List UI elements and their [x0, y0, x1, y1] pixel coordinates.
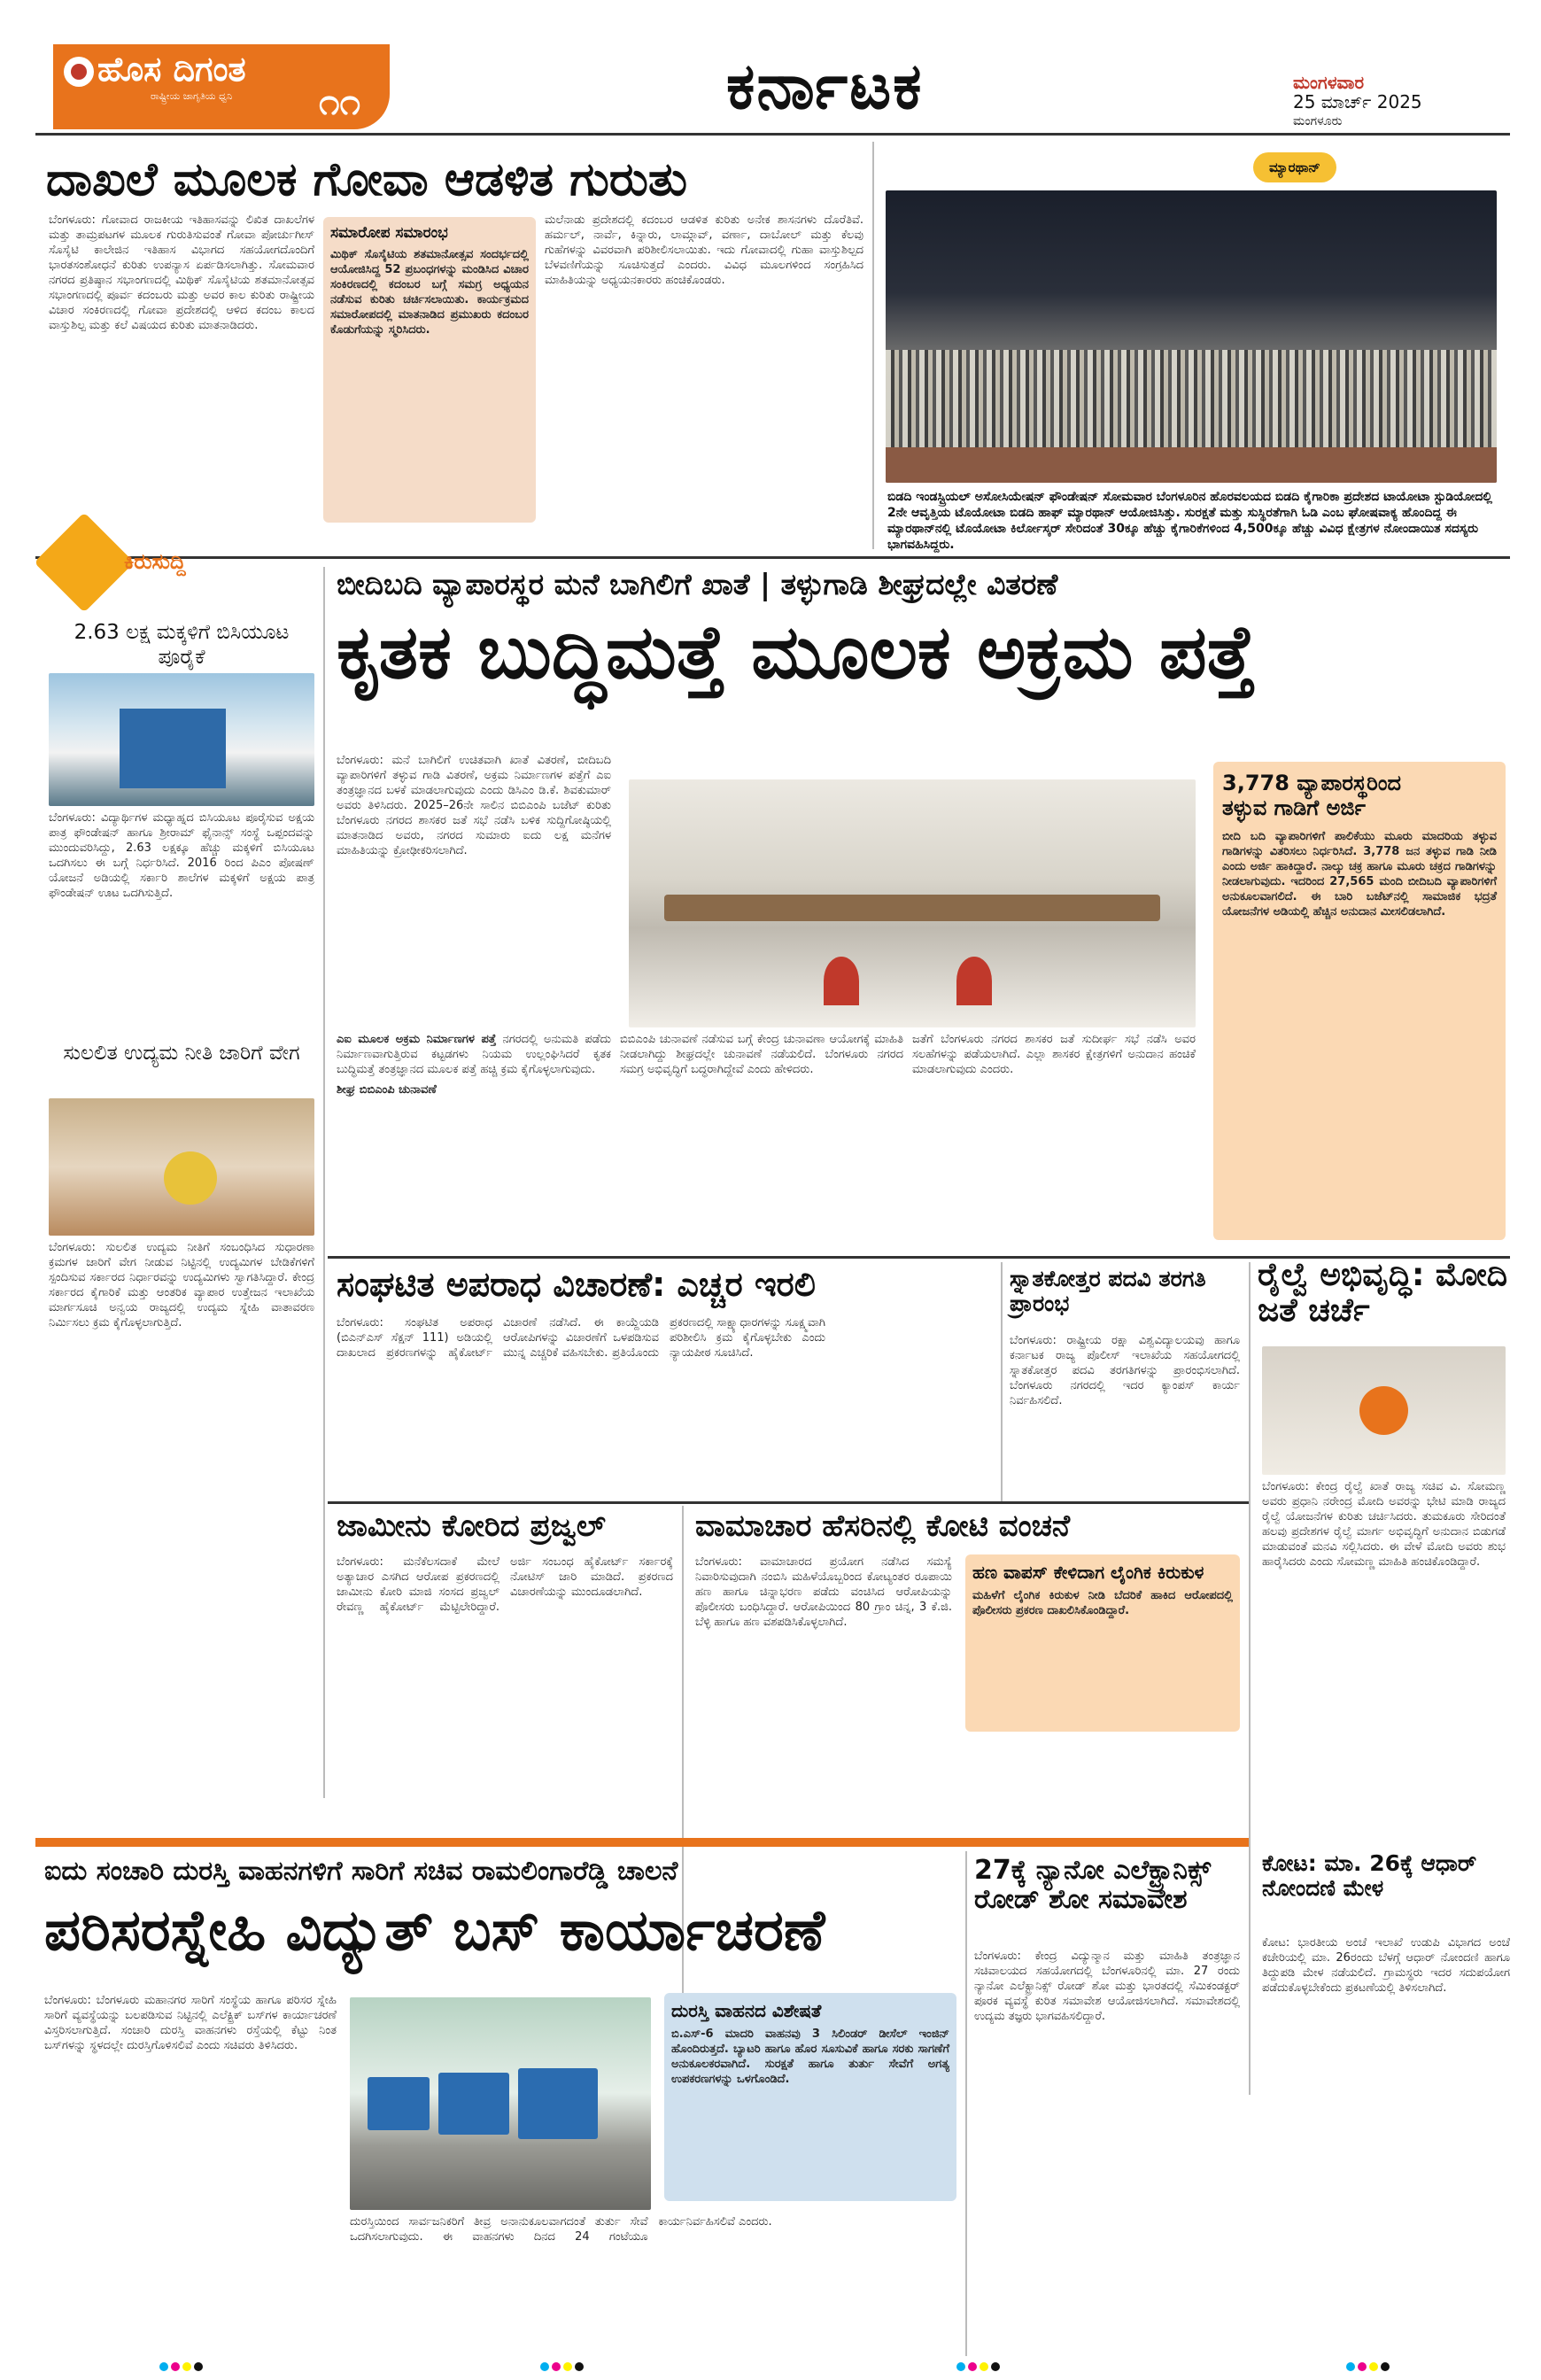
story1-text: ಬೆಂಗಳೂರು: ಗೋವಾದ ರಾಜಕೀಯ ಇತಿಹಾಸವನ್ನು ಲಿಖಿತ ದಾಖಲೆಗಳ ಮತ್ತು ತಾಮ್ರಪಟಗಳ ಮೂಲಕ ಗುರುತಿಸುವಂತೆ ಗೋವಾ ಪೋರ್ಚುಗೀಸ್ ಸೊಸೈಟಿ ಕಾಲೇಜಿನ ಇತಿಹಾಸ ವಿಭಾಗದ ಸಹಯೋಗದೊಂದಿಗೆ ಭಾರತಸಂಶೋಧನೆ ಕುರಿತು ಉಪನ್ಯಾಸ ಏರ್ಪಡಿಸಲಾಗಿತ್ತು. ಸೋಮವಾರ ನಗರದ ಪ್ರತಿಷ್ಠಾನ ಸಭಾಂಗಣದಲ್ಲಿ ಮಿಥಿಕ್ ಸೊಸೈಟಿಯ ಶತಮಾನೋತ್ಸವ ಸಭಾಂಗಣದಲ್ಲಿ ಪೂರ್ವ ಕದಂಬರು ಮತ್ತು ಅವರ ಕಾಲ ಕುರಿತು ರಾಷ್ಟ್ರೀಯ ವಿಚಾರ ಸಂಕಿರಣದಲ್ಲಿ ಗೋವಾ ಪ್ರದೇಶದಲ್ಲಿ ಆಳಿದ ಕದಂಬ ಕಾಲದ ವಾಸ್ತುಶಿಲ್ಪ ಮತ್ತು ಕಲೆ ವಿಷಯದ ಕುರಿತು ಮಾತನಾಡಿದರು.: [49, 213, 314, 332]
vehicle: [368, 2077, 430, 2130]
lead-photo: [629, 779, 1196, 1027]
marathon-track: [886, 447, 1497, 483]
aadhaar-text: ಕೋಟ: ಭಾರತೀಯ ಅಂಚೆ ಇಲಾಖೆ ಉಡುಪಿ ವಿಭಾಗದ ಅಂಚೆ ಕಚೇರಿಯಲ್ಲಿ ಮಾ. 26ರಂದು ಬೆಳಗ್ಗೆ ಆಧಾರ್ ನೋಂದಣಿ ಹಾಗೂ ತಿದ್ದುಪಡಿ ಮೇಳ ನಡೆಯಲಿದೆ. ಗ್ರಾಮಸ್ಥರು ಇದರ ಸದುಪಯೋಗ ಪಡೆದುಕೊಳ್ಳಬೇಕೆಂದು ಪ್ರಕಟಣೆಯಲ್ಲಿ ತಿಳಿಸಲಾಗಿದೆ.: [1262, 1936, 1510, 1995]
lead-subhead-text: ನಗರದಲ್ಲಿ ಅನುಮತಿ ಪಡೆದು ನಿರ್ಮಾಣವಾಗುತ್ತಿರುವ ಕಟ್ಟಡಗಳು ನಿಯಮ ಉಲ್ಲಂಘಿಸಿದರೆ ಕೃತಕ ಬುದ್ಧಿಮತ್ತೆ ತಂತ್ರಜ್ಞಾನದ ಮೂಲಕ ಪತ್ತೆ ಹಚ್ಚಿ ಕ್ರಮ ಕೈಗೊಳ್ಳಲಾಗುವುದು.: [337, 1033, 611, 1076]
aadhaar-headline: ಕೋಟ: ಮಾ. 26ಕ್ಕೆ ಆಧಾರ್ ನೋಂದಣಿ ಮೇಳ: [1262, 1850, 1477, 1901]
vehicle: [438, 2073, 509, 2135]
bus-box-text: ಬಿ.ಎಸ್-6 ಮಾದರಿ ವಾಹನವು 3 ಸಿಲಿಂಡರ್ ಡೀಸೆಲ್ ಇಂಜಿನ್ ಹೊಂದಿರುತ್ತದೆ. ಬ್ಯಾಟರಿ ಹಾಗೂ ಹೊರ ಸೂಸುವಿಕೆ ಹಾಗೂ ಸರಕು ಸಾಗಣೆಗೆ ಅನುಕೂಲಕರವಾಗಿದೆ. ಸುರಕ್ಷತೆ ಹಾಗೂ ತುರ್ತು ಸೇವೆಗೆ ಅಗತ್ಯ ಉಪಕರಣಗಳನ್ನು ಒಳಗೊಂಡಿದೆ.: [671, 2027, 949, 2086]
dateline-day: ಮಂಗಳವಾರ: [1293, 72, 1365, 93]
fraud-box-title: ಹಣ ವಾಪಸ್ ಕೇಳಿದಾಗ ಲೈಂಗಿಕ ಕಿರುಕುಳ: [972, 1562, 1204, 1583]
bus-photo: [350, 1997, 651, 2210]
story1-headline: ದಾಖಲೆ ಮೂಲಕ ಗೋವಾ ಆಡಳಿತ ಗುರುತು: [46, 153, 687, 206]
print-registration-marks: [540, 2362, 584, 2371]
lead-text3: ಜತೆಗೆ ಬೆಂಗಳೂರು ನಗರದ ಶಾಸಕರ ಜತೆ ಸುದೀರ್ಘ ಸಭೆ ನಡೆಸಿ ಅವರ ಸಲಹೆಗಳನ್ನು ಪಡೆಯಲಾಗಿದೆ. ಎಲ್ಲಾ ಶಾಸಕರ ಕ್ಷೇತ್ರಗಳಿಗೆ ಅನುದಾನ ಹಂಚಿಕೆ ಮಾಡಲಾಗುವುದು ಎಂದರು.: [912, 1033, 1196, 1076]
rail-text: ಬೆಂಗಳೂರು: ಕೇಂದ್ರ ರೈಲ್ವೆ ಖಾತೆ ರಾಜ್ಯ ಸಚಿವ ವಿ. ಸೋಮಣ್ಣ ಅವರು ಪ್ರಧಾನಿ ನರೇಂದ್ರ ಮೋದಿ ಅವರನ್ನು ಭೇಟಿ ಮಾಡಿ ರಾಜ್ಯದ ರೈಲ್ವೆ ಯೋಜನೆಗಳ ಕುರಿತು ಚರ್ಚಿಸಿದರು. ತುಮಕೂರು ಸೇರಿದಂತೆ ಹಲವು ಪ್ರದೇಶಗಳ ರೈಲ್ವೆ ಮಾರ್ಗ ಅಭಿವೃದ್ಧಿಗೆ ಅನುದಾನ ಬಿಡುಗಡೆ ಮಾಡುವಂತೆ ಮನವಿ ಸಲ್ಲಿಸಿದರು. ಈ ವೇಳೆ ಮೋದಿ ಅವರು ಶುಭ ಹಾರೈಸಿದರು ಎಂದು ಸೋಮಣ್ಣ ಮಾಹಿತಿ ಹಂಚಿಕೊಂಡಿದ್ದಾರೆ.: [1262, 1480, 1506, 1569]
food-truck: [120, 709, 226, 788]
bus-box: [664, 1993, 956, 2201]
kiru-b2-title: ಸುಲಲಿತ ಉದ್ಯಮ ನೀತಿ ಜಾರಿಗೆ ವೇಗ: [63, 1042, 300, 1065]
logo-text: ಹೊಸ ದಿಗಂತ: [97, 50, 246, 89]
row-rule: [328, 1501, 1249, 1504]
kiru-b1-photo: [49, 673, 314, 806]
marathon-runners: [886, 350, 1497, 447]
flower-pot: [956, 957, 992, 1005]
meeting-table: [664, 895, 1160, 921]
fraud-box: [965, 1554, 1240, 1732]
story1-box-text: ಮಿಥಿಕ್ ಸೊಸೈಟಿಯ ಶತಮಾನೋತ್ಸವ ಸಂದರ್ಭದಲ್ಲಿ ಆಯೋಜಿಸಿದ್ದ 52 ಪ್ರಬಂಧಗಳನ್ನು ಮಂಡಿಸಿದ ವಿಚಾರ ಸಂಕಿರಣದಲ್ಲಿ ಕದಂಬರ ಬಗ್ಗೆ ಸಮಗ್ರ ಅಧ್ಯಯನ ನಡೆಸುವ ಕುರಿತು ಚರ್ಚಿಸಲಾಯಿತು. ಕಾರ್ಯಕ್ರಮದ ಸಮಾರೋಪದಲ್ಲಿ ಮಾತನಾಡಿದ ಪ್ರಮುಖರು ಕದಂಬರ ಕೊಡುಗೆಯನ್ನು ಸ್ಮರಿಸಿದರು.: [330, 248, 529, 337]
vehicle: [518, 2068, 598, 2139]
nano-headline: 27ಕ್ಕೆ ನ್ಯಾನೋ ಎಲೆಕ್ಟ್ರಾನಿಕ್ಸ್ ರೋಡ್ ಶೋ ಸಮಾವೇಶ: [974, 1855, 1212, 1915]
pg-text: ಬೆಂಗಳೂರು: ರಾಷ್ಟ್ರೀಯ ರಕ್ಷಾ ವಿಶ್ವವಿದ್ಯಾಲಯವು ಹಾಗೂ ಕರ್ನಾಟಕ ರಾಜ್ಯ ಪೊಲೀಸ್ ಇಲಾಖೆಯ ಸಹಯೋಗದಲ್ಲಿ ಸ್ನಾತಕೋತ್ತರ ಪದವಿ ತರಗತಿಗಳನ್ನು ಪ್ರಾರಂಭಿಸಲಾಗಿದೆ. ಬೆಂಗಳೂರು ನಗರದಲ್ಲಿ ಇದರ ಕ್ಯಾಂಪಸ್ ಕಾರ್ಯ ನಿರ್ವಹಿಸಲಿದೆ.: [1010, 1334, 1240, 1407]
bus-text: ಬೆಂಗಳೂರು: ಬೆಂಗಳೂರು ಮಹಾನಗರ ಸಾರಿಗೆ ಸಂಸ್ಥೆಯ ಹಾಗೂ ಪರಿಸರ ಸ್ನೇಹಿ ಸಾರಿಗೆ ವ್ಯವಸ್ಥೆಯನ್ನು ಬಲಪಡಿಸುವ ನಿಟ್ಟಿನಲ್ಲಿ ಎಲೆಕ್ಟ್ರಿಕ್ ಬಸ್‌ಗಳ ಕಾರ್ಯಾಚರಣೆ ವಿಸ್ತರಿಸಲಾಗುತ್ತಿದೆ. ಸಂಚಾರಿ ದುರಸ್ತಿ ವಾಹನಗಳು ರಸ್ತೆಯಲ್ಲಿ ಕೆಟ್ಟು ನಿಂತ ಬಸ್‌ಗಳನ್ನು ಸ್ಥಳದಲ್ಲೇ ದುರಸ್ತಿಗೊಳಿಸಲಿವೆ ಎಂದು ಸಚಿವರು ತಿಳಿಸಿದರು.: [44, 1994, 337, 2052]
pg-headline: ಸ್ನಾತಕೋತ್ತರ ಪದವಿ ತರಗತಿ ಪ್ರಾರಂಭ: [1010, 1266, 1206, 1316]
lead-subhead-block: [337, 1032, 611, 1262]
lead-box-title1: 3,778 ವ್ಯಾಪಾರಸ್ಥರಿಂದ: [1222, 771, 1401, 795]
nano-text: ಬೆಂಗಳೂರು: ಕೇಂದ್ರ ವಿದ್ಯುನ್ಮಾನ ಮತ್ತು ಮಾಹಿತಿ ತಂತ್ರಜ್ಞಾನ ಸಚಿವಾಲಯದ ಸಹಯೋಗದಲ್ಲಿ ಬೆಂಗಳೂರಿನಲ್ಲಿ ಮಾ. 27 ರಂದು ನ್ಯಾನೋ ಎಲೆಕ್ಟ್ರಾನಿಕ್ಸ್ ರೋಡ್ ಶೋ ಮತ್ತು ಭಾರತದಲ್ಲಿ ಸೆಮಿಕಂಡಕ್ಟರ್ ಪೂರಕ ವ್ಯವಸ್ಥೆ ಕುರಿತ ಸಮಾವೇಶ ಆಯೋಜಿಸಲಾಗಿದೆ. ಸಮಾವೇಶದಲ್ಲಿ ಉದ್ಯಮ ತಜ್ಞರು ಭಾಗವಹಿಸಲಿದ್ದಾರೆ.: [974, 1950, 1240, 2023]
logo-sun-icon: [64, 57, 94, 87]
kirusuddi-label: ಕಿರುಸುದ್ದಿ: [124, 549, 186, 574]
masthead-logo: [53, 44, 390, 129]
marathon-caption: ಬಿಡದಿ ಇಂಡಸ್ಟ್ರಿಯಲ್ ಅಸೋಸಿಯೇಷನ್ ಫೌಂಡೇಷನ್ ಸೋಮವಾರ ಬೆಂಗಳೂರಿನ ಹೊರವಲಯದ ಬಿಡದಿ ಕೈಗಾರಿಕಾ ಪ್ರದೇಶದ ಟಾಯೋಟಾ ಸ್ಟುಡಿಯೋದಲ್ಲಿ 2ನೇ ಆವೃತ್ತಿಯ ಟೊಯೋಟಾ ಬಿಡದಿ ಹಾಫ್ ಮ್ಯಾರಥಾನ್ ಆಯೋಜಿಸಿತ್ತು. ಸುರಕ್ಷತೆ ಮತ್ತು ಸುಸ್ಥಿರತೆಗಾಗಿ ಓಡಿ ಎಂಬ ಘೋಷವಾಕ್ಯ ಹೊಂದಿದ್ದ ಈ ಮ್ಯಾರಥಾನ್‌ನಲ್ಲಿ ಟೊಯೋಟಾ ಕಿರ್ಲೋಸ್ಕರ್ ಸೇರಿದಂತೆ 30ಕ್ಕೂ ಹೆಚ್ಚು ಕೈಗಾರಿಕೆಗಳಿಂದ 4,500ಕ್ಕೂ ಹೆಚ್ಚು ವಿವಿಧ ಕ್ಷೇತ್ರಗಳ ನೋಂದಾಯಿತ ಸದಸ್ಯರು ಭಾಗವಹಿಸಿದ್ದರು.: [887, 490, 1493, 552]
orange-rule: [35, 1838, 1249, 1847]
section-title: ಕರ್ನಾಟಕ: [726, 49, 924, 123]
kiru-b2-text: ಬೆಂಗಳೂರು: ಸುಲಲಿತ ಉದ್ಯಮ ನೀತಿಗೆ ಸಂಬಂಧಿಸಿದ ಸುಧಾರಣಾ ಕ್ರಮಗಳ ಜಾರಿಗೆ ವೇಗ ನೀಡುವ ನಿಟ್ಟಿನಲ್ಲಿ ಉದ್ಯಮಿಗಳ ಬೇಡಿಕೆಗಳಿಗೆ ಸ್ಪಂದಿಸುವ ಸರ್ಕಾರದ ನಿರ್ಧಾರವನ್ನು ಉದ್ಯಮಿಗಳು ಸ್ವಾಗತಿಸಿದ್ದಾರೆ. ಕೇಂದ್ರ ಸರ್ಕಾರದ ಕೈಗಾರಿಕೆ ಮತ್ತು ಆಂತರಿಕ ವ್ಯಾಪಾರ ಉತ್ತೇಜನ ಇಲಾಖೆಯ ಮಾರ್ಗಸೂಚಿ ಅನ್ವಯ ರಾಜ್ಯದಲ್ಲಿ ಉದ್ಯಮ ಸ್ನೇಹಿ ವಾತಾವರಣ ನಿರ್ಮಿಸಲು ಕ್ರಮ ಕೈಗೊಳ್ಳಲಾಗುತ್ತಿದೆ.: [49, 1241, 314, 1330]
lead-box-text: ಬೀದಿ ಬದಿ ವ್ಯಾಪಾರಿಗಳಿಗೆ ಪಾಲಿಕೆಯು ಮೂರು ಮಾದರಿಯ ತಳ್ಳುವ ಗಾಡಿಗಳನ್ನು ವಿತರಿಸಲು ನಿರ್ಧರಿಸಿದೆ. 3,778 ಜನ ತಳ್ಳುವ ಗಾಡಿ ನೀಡಿ ಎಂದು ಅರ್ಜಿ ಹಾಕಿದ್ದಾರೆ. ನಾಲ್ಕು ಚಕ್ರ ಹಾಗೂ ಮೂರು ಚಕ್ರದ ಗಾಡಿಗಳನ್ನು ನೀಡಲಾಗುವುದು. ಇದರಿಂದ 27,565 ಮಂದಿ ಬೀದಿಬದಿ ವ್ಯಾಪಾರಿಗಳಿಗೆ ಅನುಕೂಲವಾಗಲಿದೆ. ಈ ಬಾರಿ ಬಜೆಟ್‌ನಲ್ಲಿ ಸಾಮಾಜಿಕ ಭದ್ರತೆ ಯೋಜನೆಗಳ ಅಡಿಯಲ್ಲಿ ಹೆಚ್ಚಿನ ಅನುದಾನ ಮೀಸಲಿಡಲಾಗಿದೆ.: [1222, 830, 1497, 919]
dateline-date: 25 ಮಾರ್ಚ್ 2025: [1293, 91, 1422, 112]
bus-text2: ದುರಸ್ತಿಯಿಂದ ಸಾರ್ವಜನಿಕರಿಗೆ ತೀವ್ರ ಅನಾನುಕೂಲವಾಗದಂತೆ ತುರ್ತು ಸೇವೆ ಒದಗಿಸಲಾಗುವುದು. ಈ ವಾಹನಗಳು ದಿನದ 24 ಗಂಟೆಯೂ ಕಾರ್ಯನಿರ್ವಹಿಸಲಿವೆ ಎಂದರು.: [350, 2215, 772, 2244]
kiru-b2-photo: [49, 1098, 314, 1236]
dateline: [1293, 73, 1422, 131]
lead-subhead2: ಶೀಘ್ರ ಬಿಬಿಎಂಪಿ ಚುನಾವಣೆ: [337, 1083, 437, 1097]
bail-headline: ಜಾಮೀನು ಕೋರಿದ ಪ್ರಜ್ವಲ್: [337, 1508, 606, 1544]
divider: [1001, 1262, 1003, 1501]
dateline-city: ಮಂಗಳೂರು: [1293, 114, 1343, 128]
lead-subhead2-text: ಬಿಬಿಎಂಪಿ ಚುನಾವಣೆ ನಡೆಸುವ ಬಗ್ಗೆ ಕೇಂದ್ರ ಚುನಾವಣಾ ಆಯೋಗಕ್ಕೆ ಮಾಹಿತಿ ನೀಡಲಾಗಿದ್ದು ಶೀಘ್ರದಲ್ಲೇ ಚುನಾವಣೆ ನಡೆಯಲಿದೆ. ಬೆಂಗಳೂರು ನಗರದ ಸಮಗ್ರ ಅಭಿವೃದ್ಧಿಗೆ ಬದ್ಧರಾಗಿದ್ದೇವೆ ಎಂದು ಹೇಳಿದರು.: [620, 1033, 903, 1076]
divider: [323, 567, 325, 1798]
bouquet: [1359, 1386, 1408, 1435]
lead-text: ಬೆಂಗಳೂರು: ಮನೆ ಬಾಗಿಲಿಗೆ ಉಚಿತವಾಗಿ ಖಾತೆ ವಿತರಣೆ, ಬೀದಿಬದಿ ವ್ಯಾಪಾರಿಗಳಿಗೆ ತಳ್ಳುವ ಗಾಡಿ ವಿತರಣೆ, ಅಕ್ರಮ ನಿರ್ಮಾಣಗಳ ಪತ್ತೆಗೆ ಎಐ ತಂತ್ರಜ್ಞಾನದ ಬಳಕೆ ಮಾಡಲಾಗುವುದು ಎಂದು ಡಿಸಿಎಂ ಡಿ.ಕೆ. ಶಿವಕುಮಾರ್ ಅವರು ತಿಳಿಸಿದರು. 2025–26ನೇ ಸಾಲಿನ ಬಿಬಿಎಂಪಿ ಬಜೆಟ್ ಕುರಿತು ಬೆಂಗಳೂರು ನಗರದ ಶಾಸಕರ ಜತೆ ಸಭೆ ನಡೆಸಿ ಬಳಿಕ ಸುದ್ದಿಗೋಷ್ಠಿಯಲ್ಲಿ ಮಾತನಾಡಿದ ಅವರು, ನಗರದ ಸುಮಾರು ಐದು ಲಕ್ಷ ಮನೆಗಳ ಮಾಹಿತಿಯನ್ನು ಕ್ರೋಢೀಕರಿಸಲಾಗಿದೆ.: [337, 754, 611, 857]
page-number: ೧೧: [319, 80, 361, 123]
bouquet: [164, 1151, 217, 1205]
print-registration-marks: [159, 2362, 203, 2371]
lead-box-title2: ತಳ್ಳುವ ಗಾಡಿಗೆ ಅರ್ಜಿ: [1222, 795, 1366, 820]
fraud-box-text: ಮಹಿಳೆಗೆ ಲೈಂಗಿಕ ಕಿರುಕುಳ ನೀಡಿ ಬೆದರಿಕೆ ಹಾಕಿದ ಆರೋಪದಲ್ಲಿ ಪೊಲೀಸರು ಪ್ರಕರಣ ದಾಖಲಿಸಿಕೊಂಡಿದ್ದಾರೆ.: [972, 1589, 1233, 1617]
rail-photo: [1262, 1346, 1506, 1475]
lead-kicker: ಬೀದಿಬದಿ ವ್ಯಾಪಾರಸ್ಥರ ಮನೆ ಬಾಗಿಲಿಗೆ ಖಾತೆ | ತಳ್ಳುಗಾಡಿ ಶೀಘ್ರದಲ್ಲೇ ವಿತರಣೆ: [337, 567, 1058, 601]
divider: [1249, 1262, 1251, 2095]
print-registration-marks: [1346, 2362, 1390, 2371]
kiru-b1-title: 2.63 ಲಕ್ಷ ಮಕ್ಕಳಿಗೆ ಬಿಸಿಯೂಟ ಪೂರೈಕೆ: [74, 621, 290, 669]
logo-tagline: ರಾಷ್ಟ್ರೀಯ ಜಾಗೃತಿಯ ಧ್ವನಿ: [151, 90, 233, 102]
story1-box: [323, 217, 536, 523]
masthead-rule: [35, 133, 1510, 136]
lead-headline: ಕೃತಕ ಬುದ್ಧಿಮತ್ತೆ ಮೂಲಕ ಅಕ್ರಮ ಪತ್ತೆ: [337, 609, 1256, 695]
bus-headline: ಪರಿಸರಸ್ನೇಹಿ ವಿದ್ಯುತ್ ಬಸ್ ಕಾರ್ಯಾಚರಣೆ: [44, 1898, 825, 1964]
crime-text: ಬೆಂಗಳೂರು: ಸಂಘಟಿತ ಅಪರಾಧ (ಬಿಎನ್‌ಎಸ್ ಸೆಕ್ಷನ್ 111) ಅಡಿಯಲ್ಲಿ ದಾಖಲಾದ ಪ್ರಕರಣಗಳನ್ನು ಹೈಕೋರ್ಟ್ ವಿಚಾರಣೆ ನಡೆಸಿದೆ. ಈ ಕಾಯ್ದೆಯಡಿ ಆರೋಪಿಗಳನ್ನು ವಿಚಾರಣೆಗೆ ಒಳಪಡಿಸುವ ಮುನ್ನ ಎಚ್ಚರಿಕೆ ವಹಿಸಬೇಕು. ಪ್ರತಿಯೊಂದು ಪ್ರಕರಣದಲ್ಲಿ ಸಾಕ್ಷ್ಯಾಧಾರಗಳನ್ನು ಸೂಕ್ಷ್ಮವಾಗಿ ಪರಿಶೀಲಿಸಿ ಕ್ರಮ ಕೈಗೊಳ್ಳಬೇಕು ಎಂದು ನ್ಯಾಯಪೀಠ ಸೂಚಿಸಿದೆ.: [337, 1316, 825, 1360]
lead-box: [1213, 762, 1506, 1240]
bus-box-title: ದುರಸ್ತಿ ವಾಹನದ ವಿಶೇಷತೆ: [671, 2000, 822, 2021]
divider: [872, 142, 874, 549]
row-rule: [35, 556, 1510, 559]
crime-headline: ಸಂಘಟಿತ ಅಪರಾಧ ವಿಚಾರಣೆ: ಎಚ್ಚರ ಇರಲಿ: [337, 1265, 816, 1304]
story1-text2: ಮಲೆನಾಡು ಪ್ರದೇಶದಲ್ಲಿ ಕದಂಬರ ಆಡಳಿತ ಕುರಿತು ಅನೇಕ ಶಾಸನಗಳು ದೊರೆತಿವೆ. ಹರ್ಮಲ್, ನಾರ್ವೆ, ಕಿನ್ನಾರು, ಲಾಮ್ಗಾವ್, ವರ್ಣಾ, ದಾಬೋಲ್ ಮತ್ತು ಕೆಲವು ಗುಹೆಗಳನ್ನು ವಿವರವಾಗಿ ಪರಿಶೀಲಿಸಲಾಯಿತು. ಇದು ಗೋವಾದಲ್ಲಿ ಗುಹಾ ವಾಸ್ತುಶಿಲ್ಪದ ಬೆಳವಣಿಗೆಯನ್ನು ಸೂಚಿಸುತ್ತದೆ ಎಂದರು. ವಿವಿಧ ಮೂಲಗಳಿಂದ ಸಂಗ್ರಹಿಸಿದ ಮಾಹಿತಿಯನ್ನು ಅಧ್ಯಯನಕಾರರು ಹಂಚಿಕೊಂಡರು.: [545, 213, 863, 287]
fraud-text: ಬೆಂಗಳೂರು: ವಾಮಾಚಾರದ ಪ್ರಯೋಗ ನಡೆಸಿದ ಸಮಸ್ಯೆ ನಿವಾರಿಸುವುದಾಗಿ ನಂಬಿಸಿ ಮಹಿಳೆಯೊಬ್ಬರಿಂದ ಕೋಟ್ಯಂತರ ರೂಪಾಯಿ ಹಣ ಹಾಗೂ ಚಿನ್ನಾಭರಣ ಪಡೆದು ವಂಚಿಸಿದ ಆರೋಪಿಯನ್ನು ಪೊಲೀಸರು ಬಂಧಿಸಿದ್ದಾರೆ. ಆರೋಪಿಯಿಂದ 80 ಗ್ರಾಂ ಚಿನ್ನ, 3 ಕೆ.ಜಿ. ಬೆಳ್ಳಿ ಹಾಗೂ ಹಣ ವಶಪಡಿಸಿಕೊಳ್ಳಲಾಗಿದೆ.: [695, 1555, 952, 1629]
bail-text: ಬೆಂಗಳೂರು: ಮನೆಕೆಲಸದಾಕೆ ಮೇಲೆ ಅತ್ಯಾಚಾರ ಎಸಗಿದ ಆರೋಪ ಪ್ರಕರಣದಲ್ಲಿ ಜಾಮೀನು ಕೋರಿ ಮಾಜಿ ಸಂಸದ ಪ್ರಜ್ವಲ್ ರೇವಣ್ಣ ಹೈಕೋರ್ಟ್ ಮೆಟ್ಟಿಲೇರಿದ್ದಾರೆ. ಅರ್ಜಿ ಸಂಬಂಧ ಹೈಕೋರ್ಟ್ ಸರ್ಕಾರಕ್ಕೆ ನೋಟಿಸ್ ಜಾರಿ ಮಾಡಿದೆ. ಪ್ರಕರಣದ ವಿಚಾರಣೆಯನ್ನು ಮುಂದೂಡಲಾಗಿದೆ.: [337, 1555, 673, 1614]
fraud-headline: ವಾಮಾಚಾರ ಹೆಸರಿನಲ್ಲಿ ಕೋಟಿ ವಂಚನೆ: [695, 1508, 1071, 1544]
divider: [965, 1851, 967, 2356]
story1-box-title: ಸಮಾರೋಪ ಸಮಾರಂಭ: [330, 224, 448, 242]
lead-subhead: ಎಐ ಮೂಲಕ ಅಕ್ರಮ ನಿರ್ಮಾಣಗಳ ಪತ್ತೆ: [337, 1033, 497, 1046]
bus-kicker: ಐದು ಸಂಚಾರಿ ದುರಸ್ತಿ ವಾಹನಗಳಿಗೆ ಸಾರಿಗೆ ಸಚಿವ ರಾಮಲಿಂಗಾರೆಡ್ಡಿ ಚಾಲನೆ: [44, 1856, 678, 1887]
marathon-tag: ಮ್ಯಾರಥಾನ್: [1253, 152, 1336, 182]
print-registration-marks: [956, 2362, 1000, 2371]
rail-headline: ರೈಲ್ವೆ ಅಭಿವೃದ್ಧಿ: ಮೋದಿ ಜತೆ ಚರ್ಚೆ: [1258, 1257, 1508, 1329]
marathon-photo: [886, 190, 1497, 483]
flower-pot: [824, 957, 859, 1005]
kiru-b1-text: ಬೆಂಗಳೂರು: ವಿದ್ಯಾರ್ಥಿಗಳ ಮಧ್ಯಾಹ್ನದ ಬಿಸಿಯೂಟ ಪೂರೈಸುವ ಅಕ್ಷಯ ಪಾತ್ರ ಫೌಂಡೇಷನ್ ಹಾಗೂ ಶ್ರೀರಾಮ್ ಫೈನಾನ್ಸ್ ಸಂಸ್ಥೆ ಒಪ್ಪಂದವನ್ನು ಮುಂದುವರಿಸಿದ್ದು, 2.63 ಲಕ್ಷಕ್ಕೂ ಹೆಚ್ಚು ಮಕ್ಕಳಿಗೆ ಬಿಸಿಯೂಟ ಒದಗಿಸಲು ಈ ಬಗ್ಗೆ ನಿರ್ಧರಿಸಿದೆ. 2016 ರಿಂದ ಪಿಎಂ ಪೋಷಣ್ ಯೋಜನೆ ಅಡಿಯಲ್ಲಿ ಸರ್ಕಾರಿ ಶಾಲೆಗಳ ಮಕ್ಕಳಿಗೆ ಅಕ್ಷಯ ಪಾತ್ರ ಫೌಂಡೇಷನ್ ಊಟ ಒದಗಿಸುತ್ತಿದೆ.: [49, 811, 314, 900]
